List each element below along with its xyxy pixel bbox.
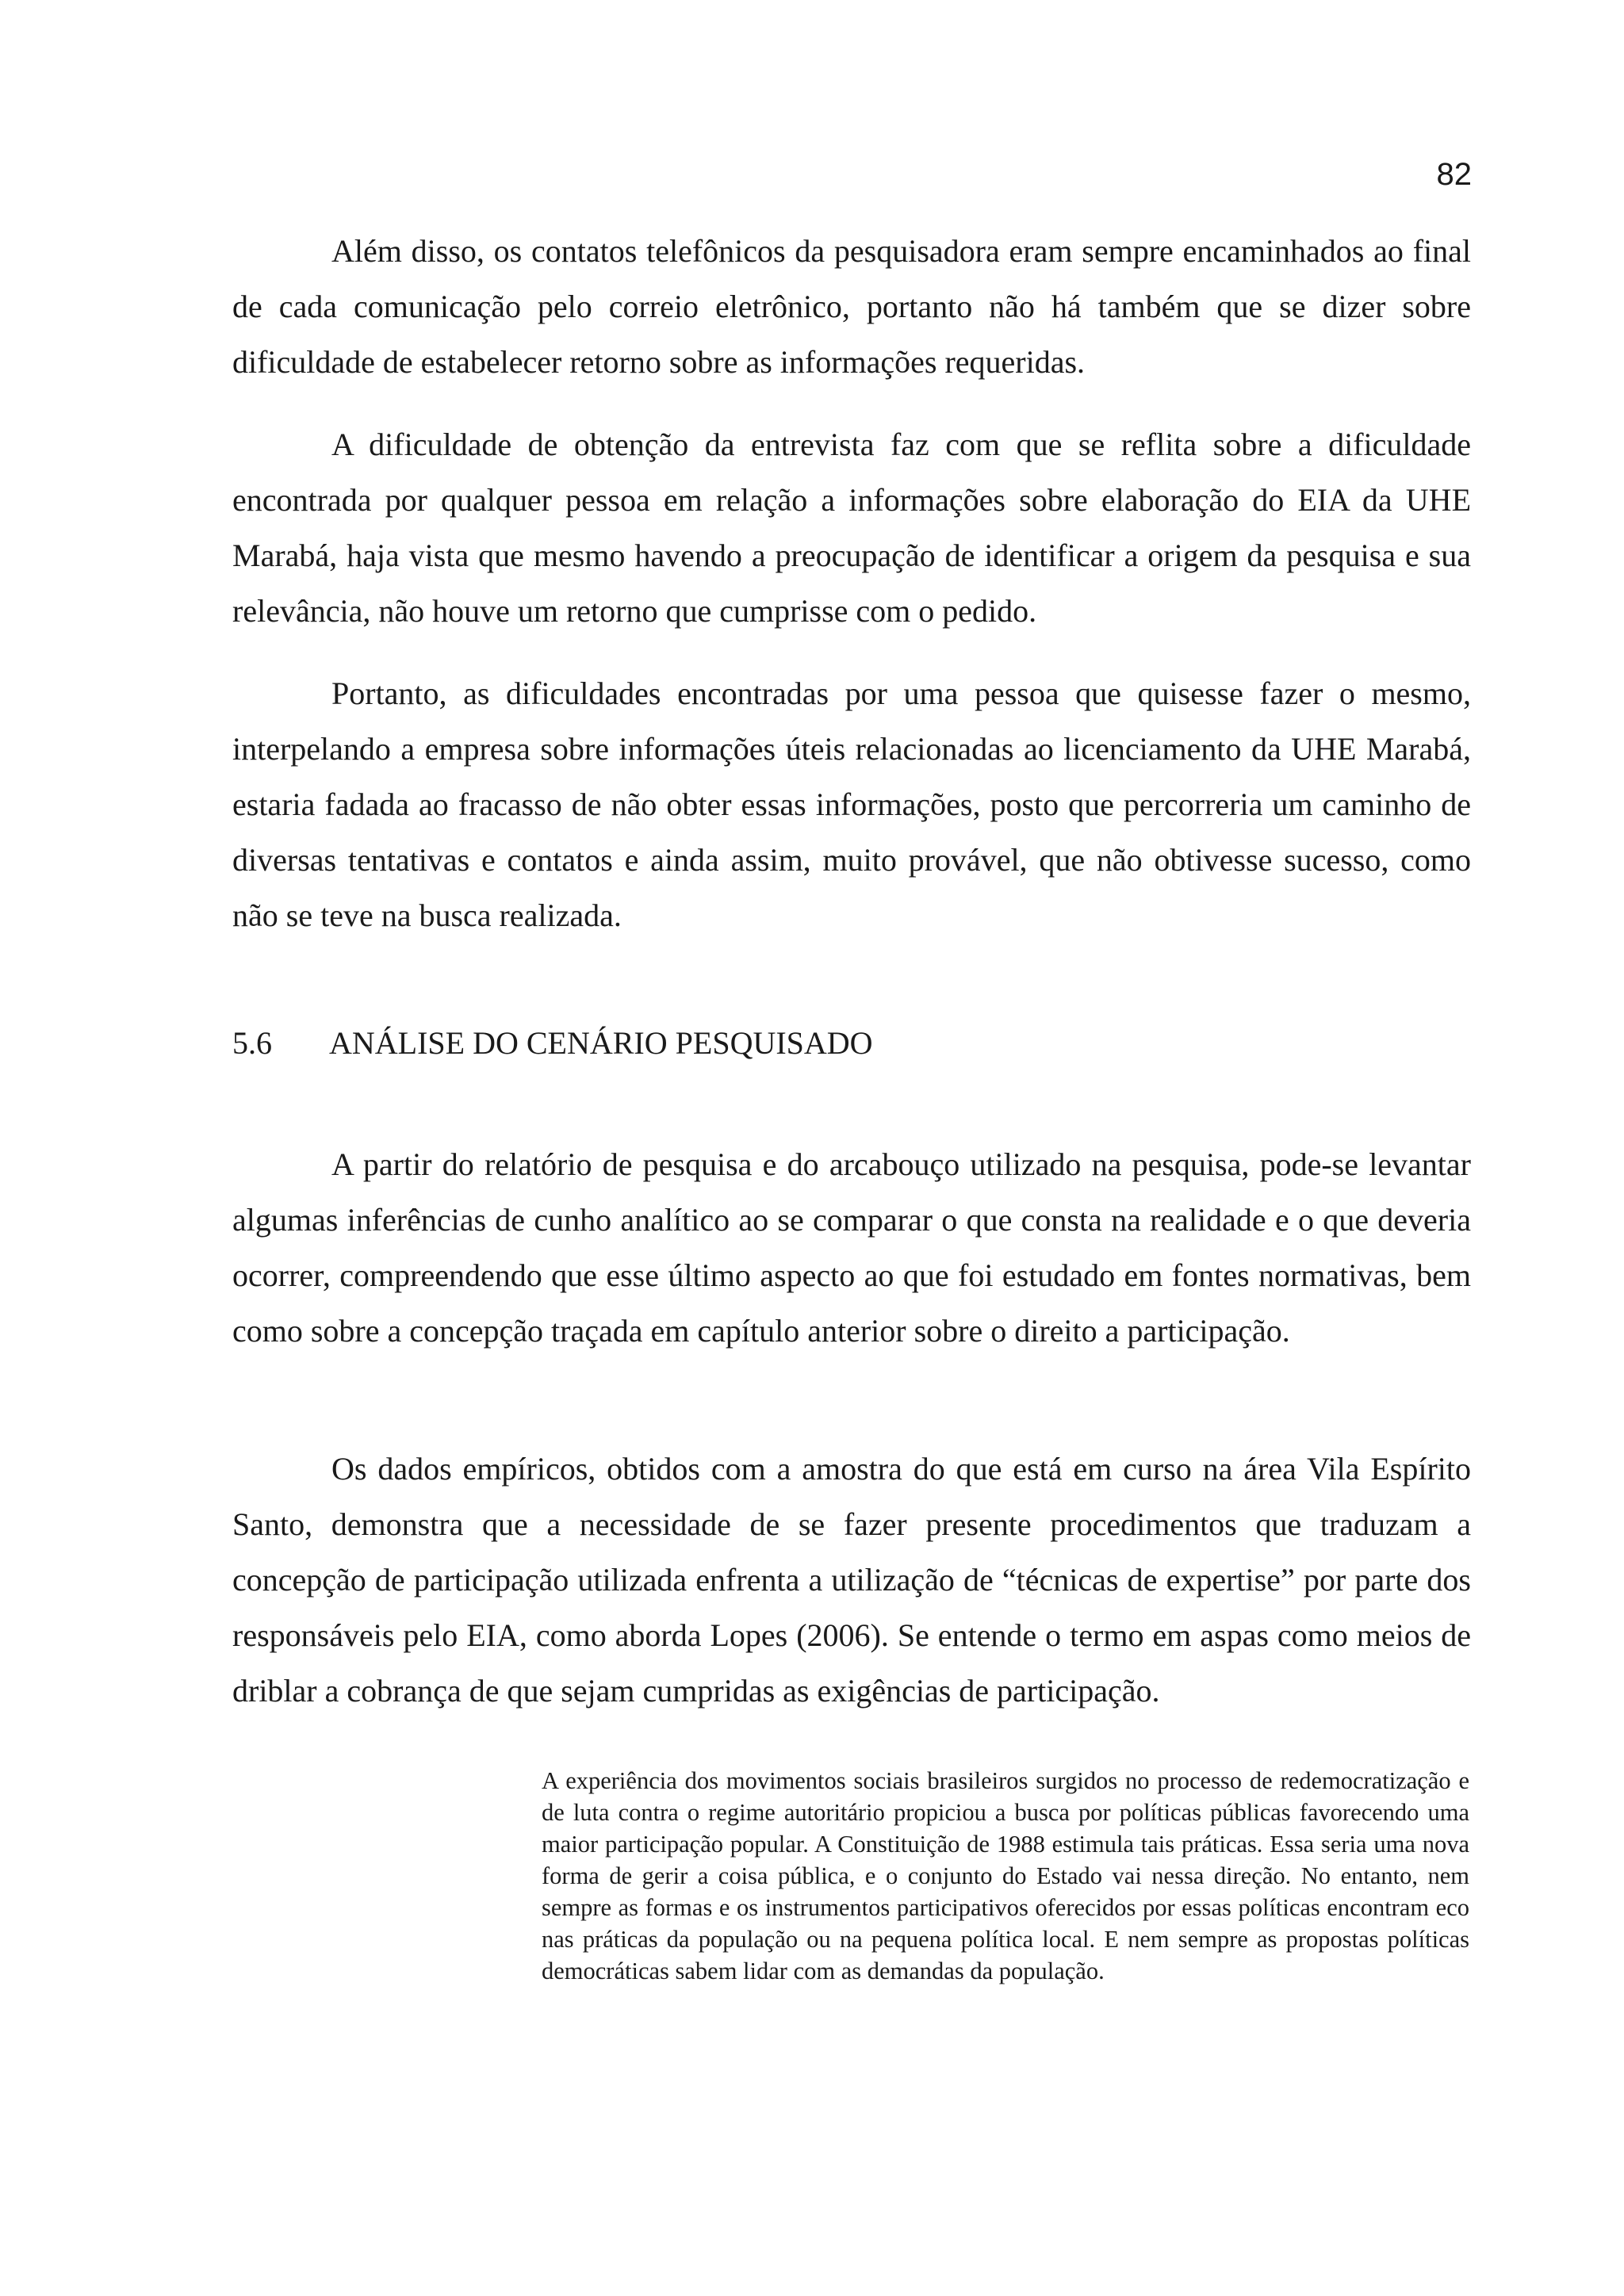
section-number: 5.6 — [232, 1025, 272, 1061]
block-quote: A experiência dos movimentos sociais brasileiros surgidos no processo de redemocratização e de luta contra o regime autoritário propiciou a busca por políticas públicas favorecendo uma maior participação popular. A Constituição de 1988 estimula tais práticas. Essa seria uma nova forma de gerir a coisa pública, e o conjunto do Estado vai nessa direção. No entanto, nem sempre as formas e os instrumentos participativos oferecidos por essas políticas encontram eco nas práticas da população ou na pequena política local. E nem sempre as propostas políticas democráticas sabem lidar com as demandas da população. — [542, 1767, 1469, 1984]
paragraph-4: A partir do relatório de pesquisa e do arcabouço utilizado na pesquisa, pode-se levantar algumas inferências de cunho analítico ao se comparar o que consta na realidade e o que deveria ocorrer, compreendendo que esse último aspecto ao que foi estudado em fontes normativas, bem como sobre a concepção traçada em capítulo anterior sobre o direito a participação. — [232, 1146, 1471, 1349]
section-title: ANÁLISE DO CENÁRIO PESQUISADO — [329, 1025, 873, 1061]
paragraph-5: Os dados empíricos, obtidos com a amostra do que está em curso na área Vila Espírito Santo, demonstra que a necessidade de se fazer presente procedimentos que traduzam a concepção de participação utilizada enfrenta a utilização de “técnicas de expertise” por parte dos responsáveis pelo EIA, como aborda Lopes (2006). Se entende o termo em aspas como meios de driblar a cobrança de que sejam cumpridas as exigências de participação. — [232, 1451, 1471, 1709]
paragraph-1: Além disso, os contatos telefônicos da pesquisadora eram sempre encaminhados ao final de cada comunicação pelo correio eletrônico, portanto não há também que se dizer sobre dificuldade de estabelecer retorno sobre as informações requeridas. — [232, 233, 1471, 380]
page-number: 82 — [1436, 157, 1472, 192]
section-heading — [232, 1021, 873, 1066]
paragraph-3: Portanto, as dificuldades encontradas por uma pessoa que quisesse fazer o mesmo, interpelando a empresa sobre informações úteis relacionadas ao licenciamento da UHE Marabá, estaria fadada ao fracasso de não obter essas informações, posto que percorreria um caminho de diversas tentativas e contatos e ainda assim, muito provável, que não obtivesse sucesso, como não se teve na busca realizada. — [232, 675, 1471, 933]
paragraph-2: A dificuldade de obtenção da entrevista faz com que se reflita sobre a dificuldade encontrada por qualquer pessoa em relação a informações sobre elaboração do EIA da UHE Marabá, haja vista que mesmo havendo a preocupação de identificar a origem da pesquisa e sua relevância, não houve um retorno que cumprisse com o pedido. — [232, 427, 1471, 629]
